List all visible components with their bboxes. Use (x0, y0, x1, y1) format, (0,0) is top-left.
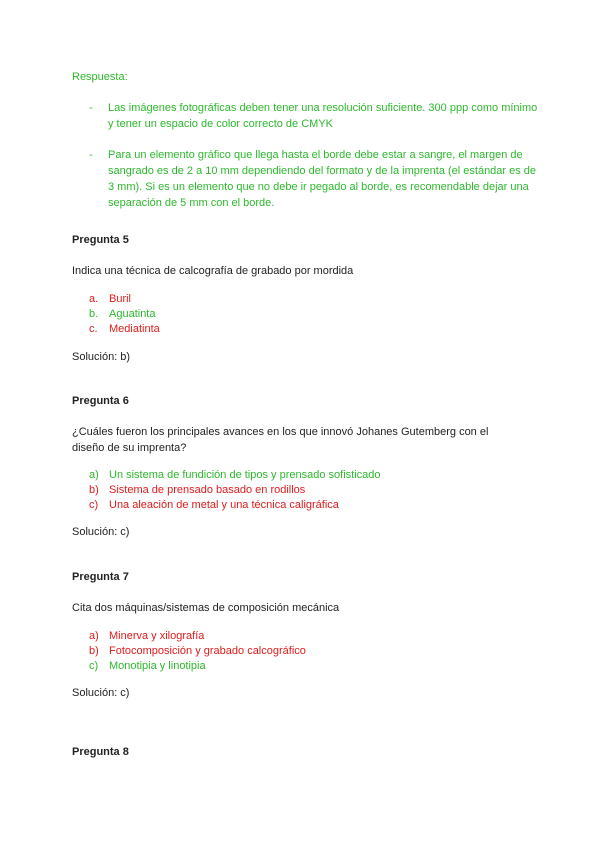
option-marker: b) (89, 645, 99, 657)
option-a (89, 629, 306, 644)
option-label: Fotocomposición y grabado calcográfico (109, 645, 306, 657)
answer-item (89, 147, 539, 211)
answer-title: Respuesta: (72, 71, 128, 83)
option-marker: a) (89, 469, 99, 481)
question-6-solution: Solución: c) (72, 526, 130, 538)
question-5-options (89, 292, 160, 337)
question-7-heading: Pregunta 7 (72, 571, 129, 583)
option-label: Mediatinta (109, 323, 160, 335)
answer-item-text: Las imágenes fotográficas deben tener una resolución suficiente. 300 ppp como mínimo y tener un espacio de color correcto de CMYK (108, 102, 538, 130)
answer-item-text: Para un elemento gráfico que llega hasta el borde debe estar a sangre, el margen de sangrado es de 2 a 10 mm dependiendo del formato y de la imprenta (el estándar es de 3 mm). Si es un elemento que no debe ir pegado al borde, es recomendable dejar una separación de 5 mm con el borde. (108, 149, 537, 209)
question-6-text: ¿Cuáles fueron los principales avances en los que innovó Johanes Gutemberg con el diseño de su imprenta? (72, 426, 489, 454)
option-marker: a) (89, 630, 99, 642)
option-label: Aguatinta (109, 308, 156, 320)
option-label: Sistema de prensado basado en rodillos (109, 484, 306, 496)
option-a (89, 468, 381, 483)
question-7-solution: Solución: c) (72, 687, 130, 699)
dash-bullet: - (89, 149, 93, 161)
dash-bullet: - (89, 102, 93, 114)
option-b (89, 483, 381, 498)
option-c (89, 498, 381, 513)
option-c (89, 322, 160, 337)
option-a (89, 292, 160, 307)
answer-list (89, 100, 539, 211)
answer-item (89, 100, 539, 132)
option-marker: c. (89, 323, 98, 335)
option-label: Minerva y xilografía (109, 630, 205, 642)
question-6-options (89, 468, 381, 513)
option-label: Un sistema de fundición de tipos y prensado sofisticado (109, 469, 381, 481)
option-marker: a. (89, 293, 99, 305)
option-label: Monotipia y linotipia (109, 660, 206, 672)
option-label: Una aleación de metal y una técnica caligráfica (109, 499, 339, 511)
option-c (89, 659, 306, 674)
question-7-options (89, 629, 306, 674)
question-5-text: Indica una técnica de calcografía de grabado por mordida (72, 265, 354, 277)
option-marker: b) (89, 484, 99, 496)
option-marker: c) (89, 660, 99, 672)
question-5-solution: Solución: b) (72, 351, 131, 363)
question-8-heading: Pregunta 8 (72, 746, 129, 758)
option-b (89, 644, 306, 659)
option-marker: b. (89, 308, 99, 320)
question-6-heading: Pregunta 6 (72, 395, 129, 407)
question-5-heading: Pregunta 5 (72, 234, 129, 246)
option-label: Buril (109, 293, 132, 305)
option-marker: c) (89, 499, 99, 511)
option-b (89, 307, 160, 322)
question-7-text: Cita dos máquinas/sistemas de composición mecánica (72, 602, 340, 614)
